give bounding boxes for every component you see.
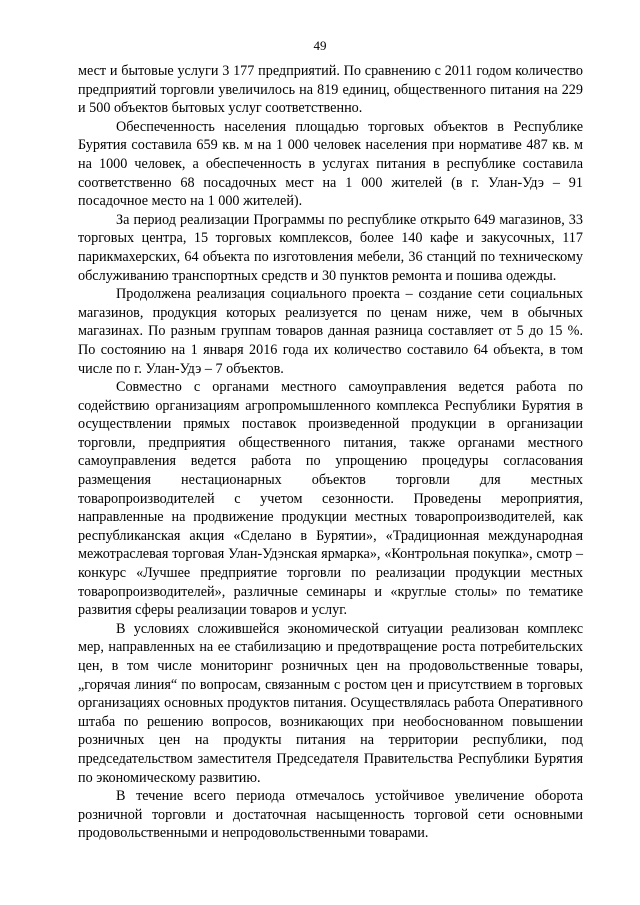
page-number: 49 [313,38,327,53]
paragraph-local-producers: Совместно с органами местного самоуправления ведется работа по содействию организациям агропромышленного комплекса Республики Бурятия в осуществлении прямых поставок произведенной продукции в организации торговли, предприятия общественного питания, также органами местного самоуправления ведется работа по упрощению процедуры согласования размещения нестационарных объектов торговли для местных товаропроизводителей с учетом сезонности. Проведены мероприятия, направленные на продвижение продукции местных товаропроизводителей, как республиканская акция «Сделано в Бурятии», «Традиционная международная межотраслевая торговая Улан-Удэнская ярмарка», «Контрольная покупка», смотр – конкурс «Лучшее предприятие торговли по реализации продукции местных товаропроизводителей», различные семинары и «круглые столы» по тематике развития сферы реализации товаров и услуг. [78,379,583,619]
paragraph-program-openings: За период реализации Программы по республике открыто 649 магазинов, 33 торговых центра, 15 торговых комплексов, более 140 кафе и закусочных, 117 парикмахерских, 64 объекта по изготовления мебели, 36 станций по техническому обслуживанию транспортных средств и 30 пунктов ремонта и пошива одежды. [78,211,583,284]
paragraph-price-stabilization: В условиях сложившейся экономической ситуации реализован комплекс мер, направленных на ее стабилизацию и предотвращение роста потребительских цен, в том числе мониторинг розничных цен на продовольственные товары, „горячая линия“ по вопросам, связанным с ростом цен и присутствием в торговых организациях основных продуктов питания. Осуществлялась работа Оперативного штаба по решению вопросов, возникающих при необоснованном повышении розничных цен на продукты питания на территории республики, под председательством заместителя Председателя Правительства Республики Бурятия по экономическому развитию. [78,620,583,786]
body-text [78,62,583,843]
paragraph-continued: мест и бытовые услуги 3 177 предприятий. По сравнению с 2011 годом количество предприятий торговли увеличилось на 819 единиц, общественного питания на 229 и 500 объектов бытовых услуг соответственно. [78,63,583,117]
paragraph-social-stores: Продолжена реализация социального проекта – создание сети социальных магазинов, продукция которых реализуется по ценам ниже, чем в обычных магазинах. По разным группам товаров данная разница составляет от 5 до 15 %. По состоянию на 1 января 2016 года их количество составило 64 объекта, в том числе по г. Улан-Удэ – 7 объектов. [78,286,583,377]
paragraph-retail-turnover: В течение всего периода отмечалось устойчивое увеличение оборота розничной торговли и достаточная насыщенность торговой сети основными продовольственными и непродовольственными товарами. [78,788,583,842]
paragraph-retail-space-provision: Обеспеченность населения площадью торговых объектов в Республике Бурятия составила 659 кв. м на 1 000 человек населения при нормативе 487 кв. м на 1000 человек, а обеспеченность в услугах питания в республике составила соответственно 68 посадочных мест на 1 000 жителей (в г. Улан-Удэ – 91 посадочное место на 1 000 жителей). [78,118,583,210]
